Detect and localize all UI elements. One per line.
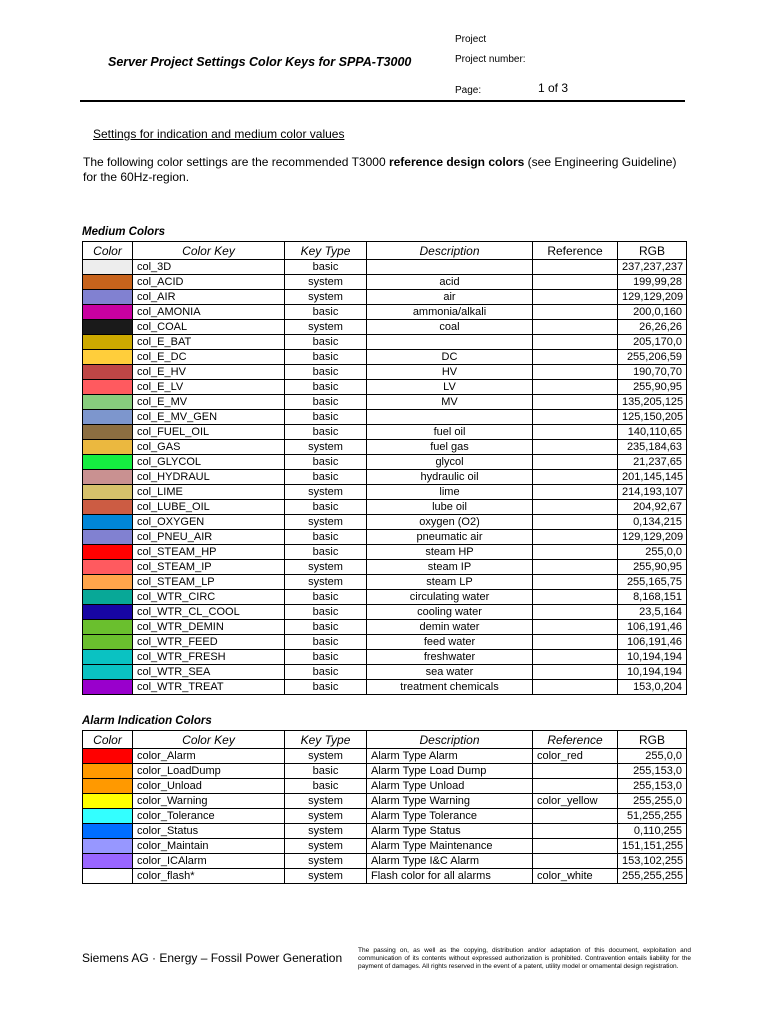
- header-key-type: Key Type: [285, 731, 367, 749]
- description-cell: lime: [367, 485, 533, 500]
- table-row: [83, 320, 687, 335]
- key-type-cell: system: [285, 560, 367, 575]
- reference-cell: [533, 515, 618, 530]
- description-cell: [367, 410, 533, 425]
- table-row: [83, 824, 687, 839]
- rgb-cell: 21,237,65: [618, 455, 687, 470]
- reference-cell: [533, 809, 618, 824]
- color-key-cell: col_WTR_CL_COOL: [133, 605, 285, 620]
- key-type-cell: basic: [285, 410, 367, 425]
- color-swatch: [83, 650, 133, 665]
- color-swatch: [83, 425, 133, 440]
- color-key-cell: col_HYDRAUL: [133, 470, 285, 485]
- description-cell: [367, 335, 533, 350]
- medium-colors-title: Medium Colors: [82, 226, 166, 238]
- rgb-cell: 214,193,107: [618, 485, 687, 500]
- description-cell: coal: [367, 320, 533, 335]
- table-row: [83, 395, 687, 410]
- rgb-cell: 255,165,75: [618, 575, 687, 590]
- intro-text-before: The following color settings are the recommended T3000: [83, 155, 389, 169]
- color-swatch: [83, 869, 133, 884]
- table-row: [83, 470, 687, 485]
- color-key-cell: col_AMONIA: [133, 305, 285, 320]
- rgb-cell: 135,205,125: [618, 395, 687, 410]
- key-type-cell: basic: [285, 545, 367, 560]
- key-type-cell: system: [285, 839, 367, 854]
- rgb-cell: 255,90,95: [618, 380, 687, 395]
- color-key-cell: color_Maintain: [133, 839, 285, 854]
- color-swatch: [83, 575, 133, 590]
- table-row: [83, 590, 687, 605]
- table-row: [83, 794, 687, 809]
- table-row: [83, 515, 687, 530]
- rgb-cell: 255,206,59: [618, 350, 687, 365]
- color-key-cell: col_WTR_FRESH: [133, 650, 285, 665]
- description-cell: freshwater: [367, 650, 533, 665]
- description-cell: air: [367, 290, 533, 305]
- color-swatch: [83, 605, 133, 620]
- color-key-cell: col_E_BAT: [133, 335, 285, 350]
- description-cell: Alarm Type Tolerance: [367, 809, 533, 824]
- key-type-cell: system: [285, 515, 367, 530]
- color-swatch: [83, 530, 133, 545]
- reference-cell: [533, 275, 618, 290]
- key-type-cell: basic: [285, 530, 367, 545]
- rgb-cell: 200,0,160: [618, 305, 687, 320]
- reference-cell: [533, 545, 618, 560]
- table-row: [83, 749, 687, 764]
- rgb-cell: 205,170,0: [618, 335, 687, 350]
- section-subheading: Settings for indication and medium color values: [93, 127, 345, 141]
- header-description: Description: [367, 731, 533, 749]
- project-number-label: Project number:: [455, 54, 526, 65]
- reference-cell: [533, 335, 618, 350]
- description-cell: MV: [367, 395, 533, 410]
- description-cell: Alarm Type Maintenance: [367, 839, 533, 854]
- reference-cell: [533, 395, 618, 410]
- table-row: [83, 650, 687, 665]
- table-row: [83, 869, 687, 884]
- key-type-cell: basic: [285, 470, 367, 485]
- color-key-cell: col_AIR: [133, 290, 285, 305]
- reference-cell: [533, 320, 618, 335]
- rgb-cell: 199,99,28: [618, 275, 687, 290]
- color-swatch: [83, 620, 133, 635]
- table-row: [83, 485, 687, 500]
- color-swatch: [83, 764, 133, 779]
- color-swatch: [83, 365, 133, 380]
- rgb-cell: 255,153,0: [618, 779, 687, 794]
- key-type-cell: system: [285, 275, 367, 290]
- reference-cell: [533, 485, 618, 500]
- color-key-cell: col_WTR_CIRC: [133, 590, 285, 605]
- color-swatch: [83, 560, 133, 575]
- reference-cell: [533, 380, 618, 395]
- color-swatch: [83, 440, 133, 455]
- color-key-cell: color_LoadDump: [133, 764, 285, 779]
- table-row: [83, 809, 687, 824]
- color-key-cell: color_flash*: [133, 869, 285, 884]
- reference-cell: [533, 455, 618, 470]
- rgb-cell: 190,70,70: [618, 365, 687, 380]
- rgb-cell: 125,150,205: [618, 410, 687, 425]
- color-swatch: [83, 305, 133, 320]
- description-cell: Alarm Type Alarm: [367, 749, 533, 764]
- description-cell: hydraulic oil: [367, 470, 533, 485]
- intro-text-after: (see Engineering Guideline) for the 60Hz-region.: [83, 155, 677, 184]
- description-cell: Alarm Type Status: [367, 824, 533, 839]
- description-cell: circulating water: [367, 590, 533, 605]
- color-key-cell: col_E_MV: [133, 395, 285, 410]
- color-swatch: [83, 839, 133, 854]
- alarm-colors-title: Alarm Indication Colors: [82, 715, 212, 727]
- key-type-cell: basic: [285, 665, 367, 680]
- table-row: [83, 380, 687, 395]
- key-type-cell: system: [285, 320, 367, 335]
- color-swatch: [83, 260, 133, 275]
- rgb-cell: 51,255,255: [618, 809, 687, 824]
- rgb-cell: 106,191,46: [618, 620, 687, 635]
- table-row: [83, 530, 687, 545]
- header-divider: [80, 100, 685, 102]
- color-key-cell: col_ACID: [133, 275, 285, 290]
- description-cell: pneumatic air: [367, 530, 533, 545]
- reference-cell: [533, 260, 618, 275]
- key-type-cell: system: [285, 485, 367, 500]
- key-type-cell: basic: [285, 680, 367, 695]
- description-cell: treatment chemicals: [367, 680, 533, 695]
- table-row: [83, 275, 687, 290]
- rgb-cell: 0,134,215: [618, 515, 687, 530]
- key-type-cell: basic: [285, 350, 367, 365]
- key-type-cell: basic: [285, 380, 367, 395]
- reference-cell: [533, 764, 618, 779]
- footer-company: Siemens AG · Energy – Fossil Power Generation: [82, 951, 343, 965]
- color-swatch: [83, 779, 133, 794]
- header-reference: Reference: [533, 731, 618, 749]
- description-cell: glycol: [367, 455, 533, 470]
- color-key-cell: col_E_LV: [133, 380, 285, 395]
- table-row: [83, 290, 687, 305]
- key-type-cell: system: [285, 854, 367, 869]
- rgb-cell: 23,5,164: [618, 605, 687, 620]
- key-type-cell: basic: [285, 779, 367, 794]
- reference-cell: [533, 824, 618, 839]
- reference-cell: [533, 305, 618, 320]
- reference-cell: [533, 665, 618, 680]
- key-type-cell: basic: [285, 455, 367, 470]
- table-row: [83, 620, 687, 635]
- description-cell: Alarm Type Load Dump: [367, 764, 533, 779]
- description-cell: LV: [367, 380, 533, 395]
- color-swatch: [83, 824, 133, 839]
- reference-cell: [533, 680, 618, 695]
- key-type-cell: system: [285, 290, 367, 305]
- color-key-cell: color_Alarm: [133, 749, 285, 764]
- table-row: [83, 854, 687, 869]
- table-row: [83, 545, 687, 560]
- color-key-cell: col_FUEL_OIL: [133, 425, 285, 440]
- header-reference: Reference: [533, 242, 618, 260]
- reference-cell: [533, 530, 618, 545]
- description-cell: DC: [367, 350, 533, 365]
- rgb-cell: 255,0,0: [618, 545, 687, 560]
- color-swatch: [83, 380, 133, 395]
- key-type-cell: system: [285, 824, 367, 839]
- intro-text-bold: reference design colors: [388, 155, 525, 169]
- color-key-cell: color_Warning: [133, 794, 285, 809]
- table-row: [83, 575, 687, 590]
- key-type-cell: basic: [285, 635, 367, 650]
- rgb-cell: 237,237,237: [618, 260, 687, 275]
- color-key-cell: col_3D: [133, 260, 285, 275]
- table-row: [83, 455, 687, 470]
- description-cell: steam IP: [367, 560, 533, 575]
- reference-cell: [533, 365, 618, 380]
- header-rgb: RGB: [618, 242, 687, 260]
- color-key-cell: col_STEAM_IP: [133, 560, 285, 575]
- description-cell: [367, 260, 533, 275]
- footer-legal-notice: The passing on, as well as the copying, distribution and/or adaptation of this document, exploitation and communication of its contents without expressed authorization is prohibited. Contravention entails liability for the payment of damages. All rights reserved in the event of a patent, utility model or ornamental design registration.: [358, 947, 691, 970]
- color-key-cell: col_COAL: [133, 320, 285, 335]
- rgb-cell: 255,255,255: [618, 869, 687, 884]
- key-type-cell: system: [285, 749, 367, 764]
- rgb-cell: 201,145,145: [618, 470, 687, 485]
- rgb-cell: 255,90,95: [618, 560, 687, 575]
- table-row: [83, 839, 687, 854]
- description-cell: Alarm Type Unload: [367, 779, 533, 794]
- color-key-cell: color_Status: [133, 824, 285, 839]
- reference-cell: [533, 650, 618, 665]
- color-swatch: [83, 854, 133, 869]
- rgb-cell: 153,102,255: [618, 854, 687, 869]
- key-type-cell: system: [285, 809, 367, 824]
- color-key-cell: col_GLYCOL: [133, 455, 285, 470]
- reference-cell: color_red: [533, 749, 618, 764]
- reference-cell: [533, 635, 618, 650]
- rgb-cell: 204,92,67: [618, 500, 687, 515]
- table-row: [83, 665, 687, 680]
- color-swatch: [83, 290, 133, 305]
- color-key-cell: color_Unload: [133, 779, 285, 794]
- header-color: Color: [83, 242, 133, 260]
- rgb-cell: 255,0,0: [618, 749, 687, 764]
- rgb-cell: 153,0,204: [618, 680, 687, 695]
- table-row: [83, 440, 687, 455]
- table-row: [83, 260, 687, 275]
- alarm-rows: [83, 749, 687, 884]
- color-swatch: [83, 749, 133, 764]
- color-swatch: [83, 350, 133, 365]
- header-color-key: Color Key: [133, 242, 285, 260]
- color-key-cell: col_WTR_SEA: [133, 665, 285, 680]
- table-row: [83, 350, 687, 365]
- color-swatch: [83, 320, 133, 335]
- color-swatch: [83, 665, 133, 680]
- rgb-cell: 129,129,209: [618, 530, 687, 545]
- table-row: [83, 500, 687, 515]
- table-row: [83, 605, 687, 620]
- description-cell: Flash color for all alarms: [367, 869, 533, 884]
- color-swatch: [83, 455, 133, 470]
- color-key-cell: col_STEAM_HP: [133, 545, 285, 560]
- description-cell: feed water: [367, 635, 533, 650]
- key-type-cell: system: [285, 794, 367, 809]
- description-cell: HV: [367, 365, 533, 380]
- table-row: [83, 779, 687, 794]
- intro-paragraph: [83, 155, 688, 185]
- color-key-cell: col_WTR_DEMIN: [133, 620, 285, 635]
- color-swatch: [83, 545, 133, 560]
- color-key-cell: col_OXYGEN: [133, 515, 285, 530]
- table-row: [83, 635, 687, 650]
- color-key-cell: col_E_DC: [133, 350, 285, 365]
- reference-cell: [533, 440, 618, 455]
- reference-cell: color_yellow: [533, 794, 618, 809]
- reference-cell: [533, 350, 618, 365]
- header-color: Color: [83, 731, 133, 749]
- description-cell: steam HP: [367, 545, 533, 560]
- key-type-cell: basic: [285, 395, 367, 410]
- rgb-cell: 0,110,255: [618, 824, 687, 839]
- color-swatch: [83, 275, 133, 290]
- color-swatch: [83, 485, 133, 500]
- rgb-cell: 106,191,46: [618, 635, 687, 650]
- color-swatch: [83, 635, 133, 650]
- color-key-cell: col_LUBE_OIL: [133, 500, 285, 515]
- color-key-cell: color_ICAlarm: [133, 854, 285, 869]
- color-key-cell: col_STEAM_LP: [133, 575, 285, 590]
- color-key-cell: color_Tolerance: [133, 809, 285, 824]
- key-type-cell: basic: [285, 650, 367, 665]
- color-key-cell: col_WTR_FEED: [133, 635, 285, 650]
- color-swatch: [83, 809, 133, 824]
- alarm-colors-table: [82, 730, 687, 884]
- rgb-cell: 10,194,194: [618, 665, 687, 680]
- table-row: [83, 305, 687, 320]
- page-label: Page:: [455, 85, 482, 96]
- table-row: [83, 560, 687, 575]
- key-type-cell: basic: [285, 425, 367, 440]
- reference-cell: [533, 290, 618, 305]
- reference-cell: [533, 500, 618, 515]
- reference-cell: [533, 620, 618, 635]
- rgb-cell: 26,26,26: [618, 320, 687, 335]
- table-row: [83, 764, 687, 779]
- rgb-cell: 255,255,0: [618, 794, 687, 809]
- reference-cell: [533, 425, 618, 440]
- header-color-key: Color Key: [133, 731, 285, 749]
- project-label: Project: [455, 34, 487, 45]
- page-number: 1 of 3: [538, 81, 569, 95]
- color-swatch: [83, 470, 133, 485]
- reference-cell: [533, 470, 618, 485]
- description-cell: Alarm Type I&C Alarm: [367, 854, 533, 869]
- description-cell: oxygen (O2): [367, 515, 533, 530]
- key-type-cell: basic: [285, 605, 367, 620]
- color-key-cell: col_E_HV: [133, 365, 285, 380]
- header-description: Description: [367, 242, 533, 260]
- document-title: Server Project Settings Color Keys for SPPA-T3000: [108, 55, 412, 69]
- color-swatch: [83, 794, 133, 809]
- header-key-type: Key Type: [285, 242, 367, 260]
- key-type-cell: basic: [285, 365, 367, 380]
- header-rgb: RGB: [618, 731, 687, 749]
- reference-cell: [533, 410, 618, 425]
- rgb-cell: 140,110,65: [618, 425, 687, 440]
- description-cell: fuel oil: [367, 425, 533, 440]
- key-type-cell: basic: [285, 620, 367, 635]
- key-type-cell: basic: [285, 590, 367, 605]
- description-cell: lube oil: [367, 500, 533, 515]
- description-cell: acid: [367, 275, 533, 290]
- description-cell: fuel gas: [367, 440, 533, 455]
- reference-cell: [533, 839, 618, 854]
- table-header-row: [83, 242, 687, 260]
- color-swatch: [83, 335, 133, 350]
- reference-cell: [533, 779, 618, 794]
- description-cell: steam LP: [367, 575, 533, 590]
- key-type-cell: basic: [285, 260, 367, 275]
- key-type-cell: basic: [285, 305, 367, 320]
- reference-cell: [533, 560, 618, 575]
- color-swatch: [83, 395, 133, 410]
- color-swatch: [83, 590, 133, 605]
- color-swatch: [83, 500, 133, 515]
- table-row: [83, 335, 687, 350]
- color-key-cell: col_WTR_TREAT: [133, 680, 285, 695]
- description-cell: sea water: [367, 665, 533, 680]
- table-row: [83, 365, 687, 380]
- description-cell: demin water: [367, 620, 533, 635]
- key-type-cell: system: [285, 575, 367, 590]
- color-key-cell: col_E_MV_GEN: [133, 410, 285, 425]
- color-swatch: [83, 680, 133, 695]
- color-key-cell: col_GAS: [133, 440, 285, 455]
- color-key-cell: col_LIME: [133, 485, 285, 500]
- rgb-cell: 235,184,63: [618, 440, 687, 455]
- rgb-cell: 129,129,209: [618, 290, 687, 305]
- rgb-cell: 255,153,0: [618, 764, 687, 779]
- description-cell: Alarm Type Warning: [367, 794, 533, 809]
- description-cell: ammonia/alkali: [367, 305, 533, 320]
- color-swatch: [83, 515, 133, 530]
- reference-cell: [533, 605, 618, 620]
- color-swatch: [83, 410, 133, 425]
- table-header-row: [83, 731, 687, 749]
- key-type-cell: basic: [285, 335, 367, 350]
- key-type-cell: system: [285, 869, 367, 884]
- key-type-cell: system: [285, 440, 367, 455]
- rgb-cell: 151,151,255: [618, 839, 687, 854]
- rgb-cell: 8,168,151: [618, 590, 687, 605]
- medium-rows: [83, 260, 687, 695]
- key-type-cell: basic: [285, 500, 367, 515]
- reference-cell: [533, 854, 618, 869]
- table-row: [83, 680, 687, 695]
- key-type-cell: basic: [285, 764, 367, 779]
- color-key-cell: col_PNEU_AIR: [133, 530, 285, 545]
- description-cell: cooling water: [367, 605, 533, 620]
- reference-cell: color_white: [533, 869, 618, 884]
- table-row: [83, 425, 687, 440]
- reference-cell: [533, 575, 618, 590]
- reference-cell: [533, 590, 618, 605]
- table-row: [83, 410, 687, 425]
- rgb-cell: 10,194,194: [618, 650, 687, 665]
- medium-colors-table: [82, 241, 687, 695]
